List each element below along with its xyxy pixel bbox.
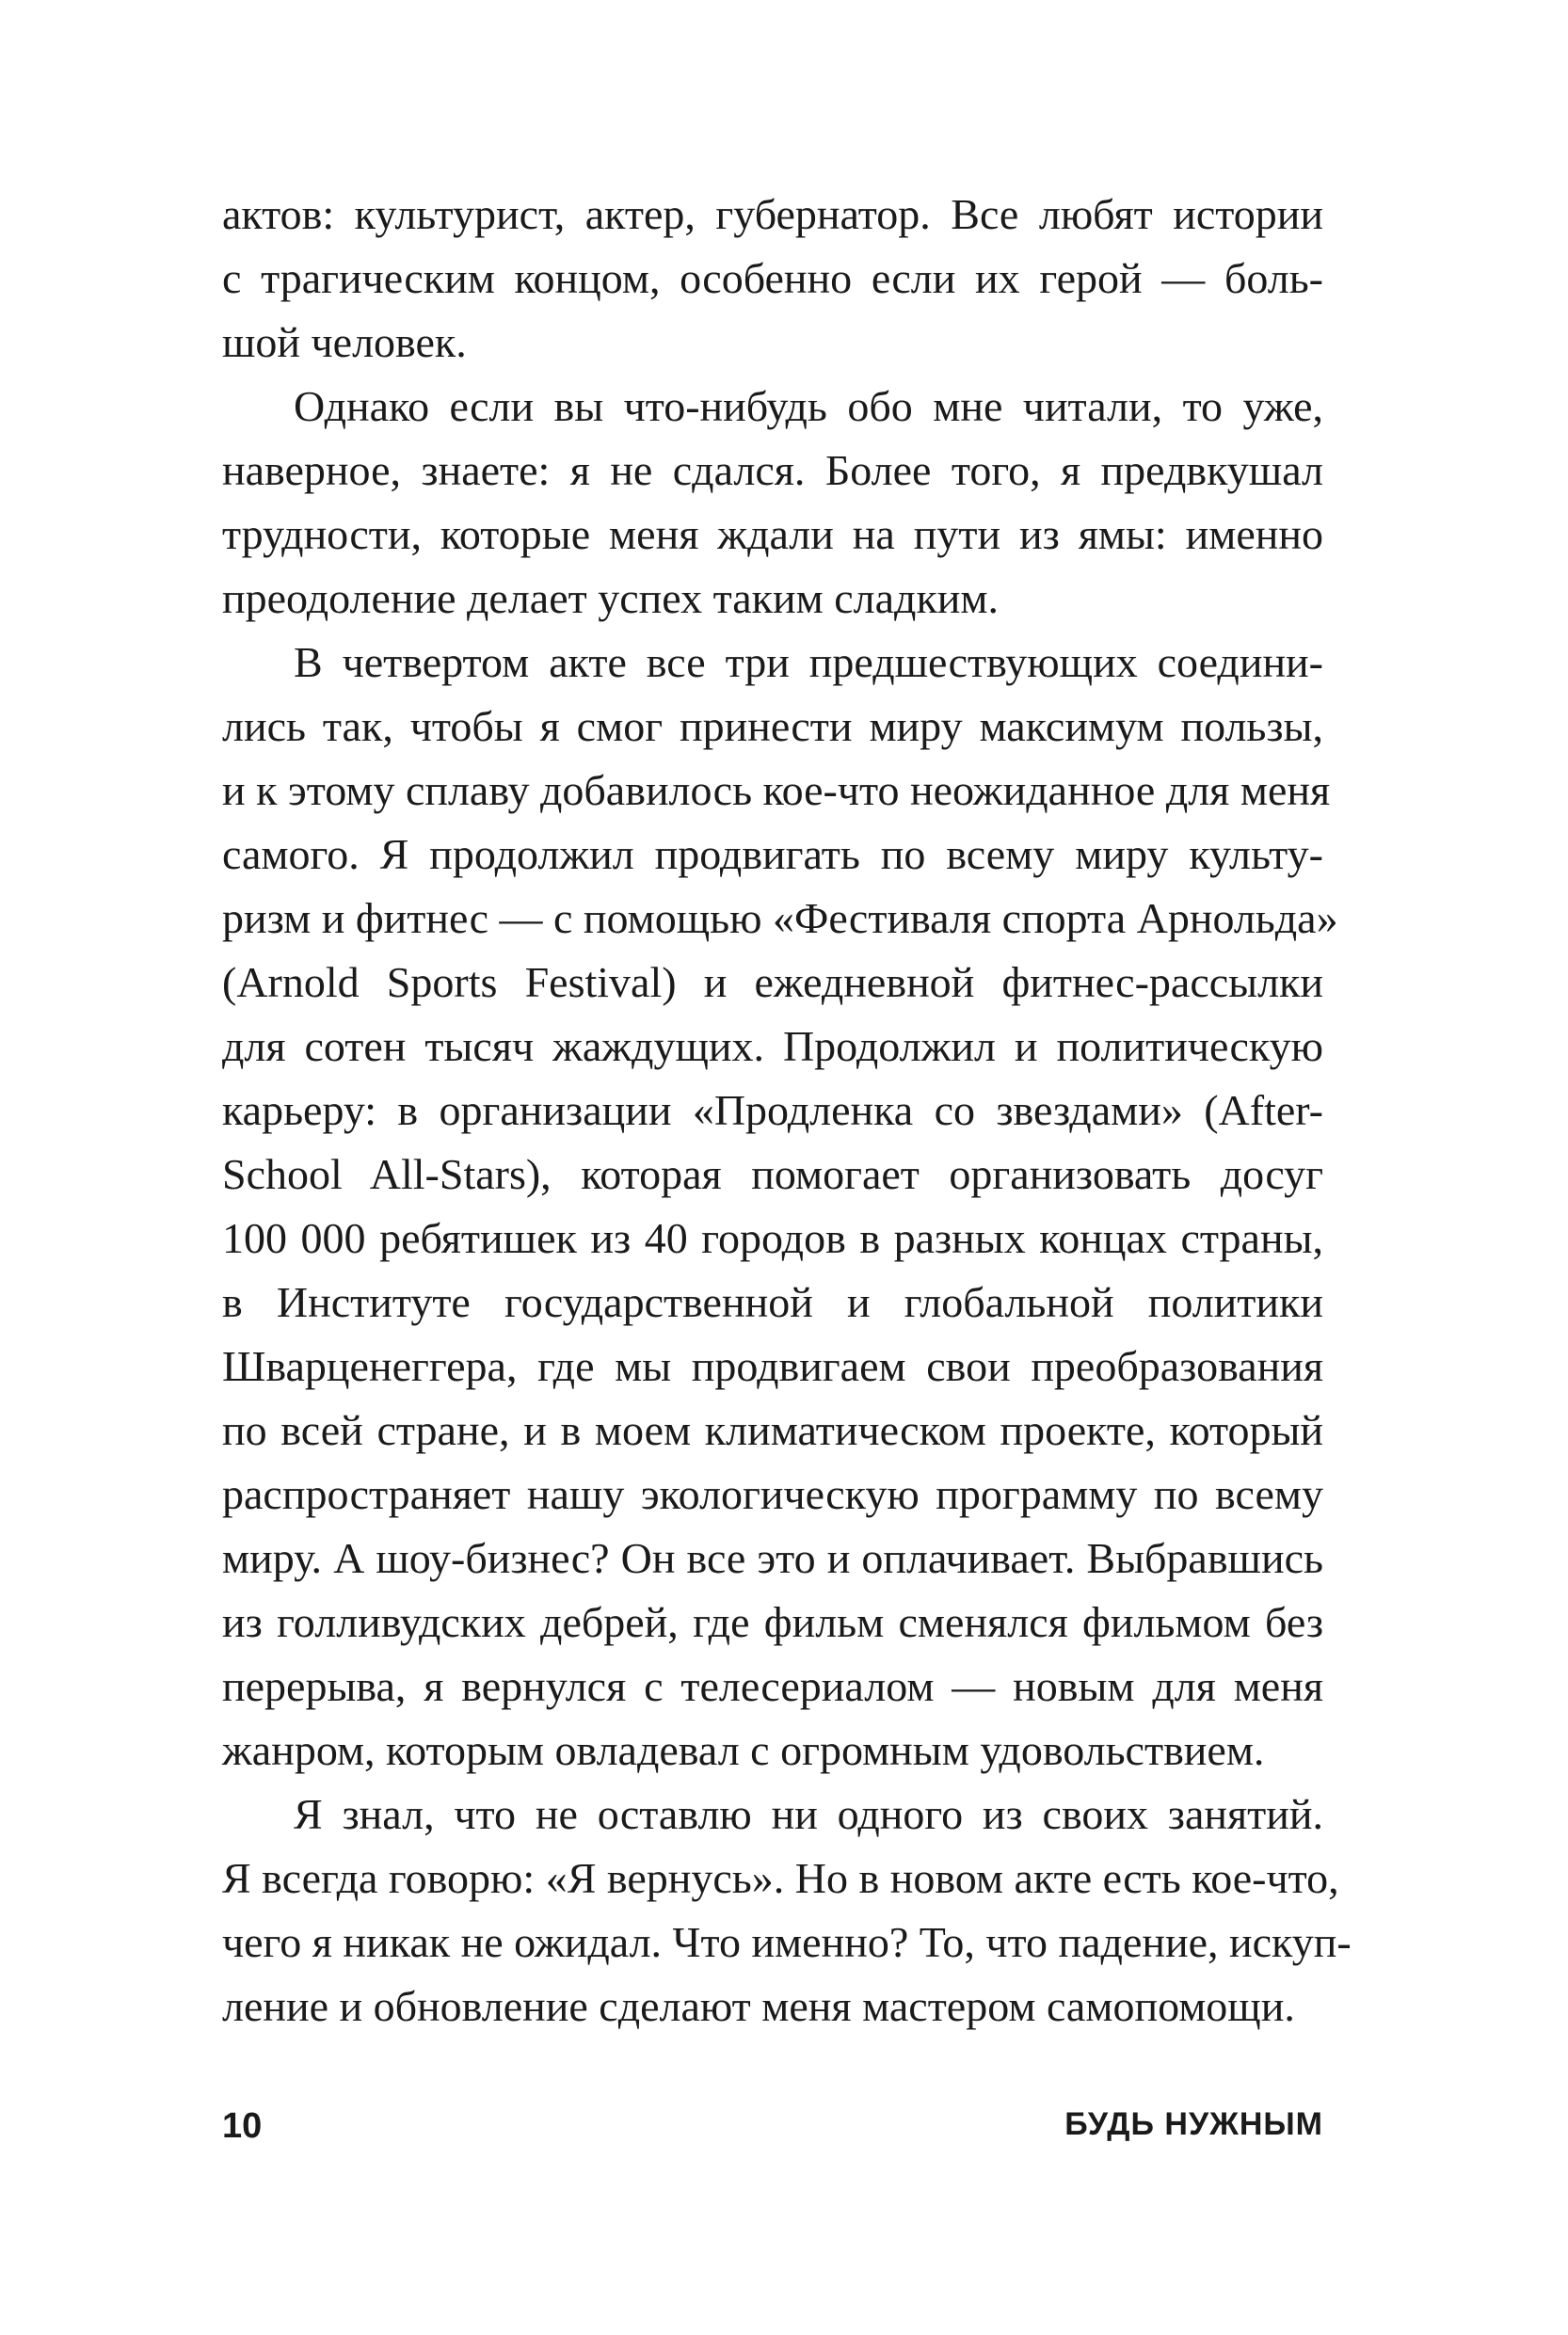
text-line: трудности, которые меня ждали на пути из ямы: именно [222,510,1323,558]
text-line: Шварценеггера, где мы продвигаем свои преобразования [222,1342,1323,1390]
running-title: БУДЬ НУЖНЫМ [1064,2106,1323,2142]
text-line: School All-Stars), которая помогает организовать досуг [222,1150,1323,1198]
text-line: 100 000 ребятишек из 40 городов в разных концах страны, [222,1214,1323,1262]
text-line: ление и обновление сделают меня мастером самопомощи. [222,1982,1295,2030]
text-line: для сотен тысяч жаждущих. Продолжил и политическую [222,1022,1323,1070]
text-line: шой человек. [222,318,467,366]
page-number: 10 [222,2106,263,2146]
text-line: В четвертом акте все три предшествующих соедини- [294,638,1323,686]
text-line: с трагическим концом, особенно если их герой — боль- [222,254,1323,302]
text-line: жанром, которым овладевал с огромным удовольствием. [222,1726,1265,1774]
text-line: и к этому сплаву добавилось кое-что неожиданное для меня [222,766,1331,814]
text-line: в Институте государственной и глобальной политики [222,1278,1323,1326]
text-line: Я всегда говорю: «Я вернусь». Но в новом акте есть кое-что, [222,1854,1339,1902]
text-line: карьеру: в организации «Продленка со звездами» (After- [222,1086,1323,1134]
paragraph-3 [222,631,1338,1783]
text-line: самого. Я продолжил продвигать по всему миру культу- [222,830,1323,878]
text-line: распространяет нашу экологическую программу по всему [222,1470,1323,1518]
text-line: из голливудских дебрей, где фильм сменялся фильмом без [222,1598,1323,1646]
paragraph-1 [222,183,1323,375]
text-line: Однако если вы что-нибудь обо мне читали, то уже, [294,382,1323,430]
body-text [222,183,1352,2039]
text-line: преодоление делает успех таким сладким. [222,574,1000,622]
text-line: миру. А шоу-бизнес? Он все это и оплачивает. Выбравшись [222,1534,1323,1582]
text-line: (Arnold Sports Festival) и ежедневной фитнес-рассылки [222,958,1323,1006]
text-line: актов: культурист, актер, губернатор. Все любят истории [222,190,1323,238]
text-line: наверное, знаете: я не сдался. Более того, я предвкушал [222,446,1323,494]
text-line: по всей стране, и в моем климатическом проекте, который [222,1406,1323,1454]
paragraph-4 [222,1783,1352,2039]
text-line: лись так, чтобы я смог принести миру максимум пользы, [222,702,1323,750]
text-line: Я знал, что не оставлю ни одного из своих занятий. [294,1790,1323,1838]
text-line: ризм и фитнес — с помощью «Фестиваля спорта Арнольда» [222,894,1338,942]
text-line: чего я никак не ожидал. Что именно? То, что падение, искуп- [222,1918,1352,1966]
text-line: перерыва, я вернулся с телесериалом — новым для меня [222,1662,1323,1710]
paragraph-2 [222,375,1323,631]
